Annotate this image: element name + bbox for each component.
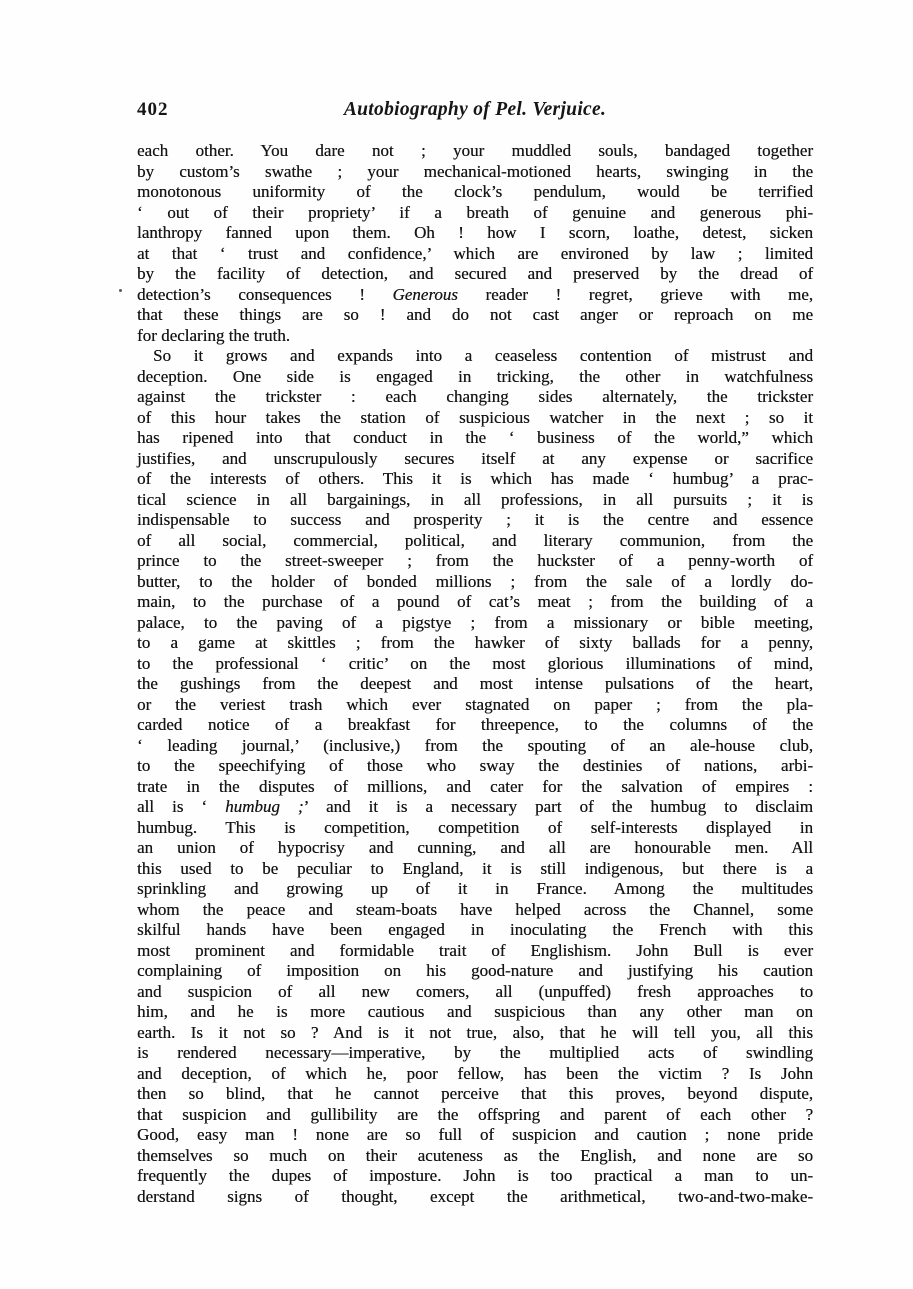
text-line: by the facility of detection, and secured and preserved by the dread of xyxy=(137,264,813,283)
text-line: of the interests of others. This it is which has made ‘ humbug’ a prac- xyxy=(137,469,813,488)
text-line: that suspicion and gullibility are the offspring and parent of each other ? xyxy=(137,1104,813,1124)
text-line: ‘ leading journal,’ (inclusive,) from the spouting of an ale-house club, xyxy=(137,735,813,755)
text-line: to the speechifying of those who sway the destinies of nations, arbi- xyxy=(137,756,813,775)
text-line: prince to the street-sweeper ; from the huckster of a penny-worth of xyxy=(137,551,813,570)
text-line: monotonous uniformity of the clock’s pendulum, would be terrified xyxy=(137,182,813,201)
margin-speck xyxy=(119,289,122,292)
text-line: or the veriest trash which ever stagnated on paper ; from the pla- xyxy=(137,694,813,714)
text-line: for declaring the truth. xyxy=(137,325,290,345)
text-line: and deception, of which he, poor fellow, has been the victim ? Is John xyxy=(137,1063,813,1083)
text-line: is rendered necessary—imperative, by the multiplied acts of swindling xyxy=(137,1043,813,1062)
text-line: lanthropy fanned upon them. Oh ! how I scorn, loathe, detest, sicken xyxy=(137,223,813,242)
text-line: all is ‘ humbug ;’ and it is a necessary part of the humbug to disclaim xyxy=(137,797,813,816)
text-line: Good, easy man ! none are so full of suspicion and caution ; none pride xyxy=(137,1125,813,1144)
text-line: trate in the disputes of millions, and cater for the salvation of empires : xyxy=(137,776,813,796)
text-line: by custom’s swathe ; your mechanical-motioned hearts, swinging in the xyxy=(137,161,813,181)
text-line: has ripened into that conduct in the ‘ business of the world,” which xyxy=(137,428,813,447)
text-line: whom the peace and steam-boats have helped across the Channel, some xyxy=(137,899,813,919)
text-line: then so blind, that he cannot perceive that this proves, beyond dispute, xyxy=(137,1084,813,1103)
text-line: most prominent and formidable trait of Englishism. John Bull is ever xyxy=(137,940,813,960)
text-line: him, and he is more cautious and suspicious than any other man on xyxy=(137,1002,813,1021)
text-line: tical science in all bargainings, in all professions, in all pursuits ; it is xyxy=(137,489,813,509)
text-line: carded notice of a breakfast for threepence, to the columns of the xyxy=(137,715,813,734)
text-line: ‘ out of their propriety’ if a breath of genuine and generous phi- xyxy=(137,202,813,222)
text-line: indispensable to success and prosperity ; it is the centre and essence xyxy=(137,510,813,529)
text-line: deception. One side is engaged in tricking, the other in watchfulness xyxy=(137,366,813,386)
running-title: Autobiography of Pel. Verjuice. xyxy=(343,99,607,120)
text-line: to the professional ‘ critic’ on the most glorious illuminations of mind, xyxy=(137,653,813,673)
text-line: the gushings from the deepest and most intense pulsations of the heart, xyxy=(137,674,813,693)
text-line: main, to the purchase of a pound of cat’s meat ; from the building of a xyxy=(137,592,813,611)
text-line: sprinkling and growing up of it in France. Among the multitudes xyxy=(137,879,813,898)
text-line: each other. You dare not ; your muddled souls, bandaged together xyxy=(137,141,813,160)
body-text xyxy=(137,141,813,1207)
text-line: themselves so much on their acuteness as the English, and none are so xyxy=(137,1145,813,1165)
page-header xyxy=(137,99,813,125)
text-line: skilful hands have been engaged in inoculating the French with this xyxy=(137,920,813,939)
text-line: detection’s consequences ! Generous reader ! regret, grieve with me, xyxy=(137,284,813,304)
text-line: complaining of imposition on his good-nature and justifying his caution xyxy=(137,961,813,980)
text-line: derstand signs of thought, except the arithmetical, two-and-two-make- xyxy=(137,1186,813,1206)
text-line: butter, to the holder of bonded millions ; from the sale of a lordly do- xyxy=(137,571,813,591)
text-line: this used to be peculiar to England, it is still indigenous, but there is a xyxy=(137,858,813,878)
text-line: humbug. This is competition, competition of self-interests displayed in xyxy=(137,817,813,837)
text-line: earth. Is it not so ? And is it not true, also, that he will tell you, all this xyxy=(137,1022,813,1042)
text-line: palace, to the paving of a pigstye ; from a missionary or bible meeting, xyxy=(137,612,813,632)
text-line: an union of hypocrisy and cunning, and all are honourable men. All xyxy=(137,838,813,857)
text-line: against the trickster : each changing sides alternately, the trickster xyxy=(137,387,813,406)
page-number: 402 xyxy=(137,99,169,120)
text-line: to a game at skittles ; from the hawker of sixty ballads for a penny, xyxy=(137,633,813,652)
text-line: justifies, and unscrupulously secures itself at any expense or sacrifice xyxy=(137,448,813,468)
text-line: of all social, commercial, political, and literary communion, from the xyxy=(137,530,813,550)
text-line: that these things are so ! and do not cast anger or reproach on me xyxy=(137,305,813,324)
text-line: frequently the dupes of imposture. John is too practical a man to un- xyxy=(137,1166,813,1185)
text-line: at that ‘ trust and confidence,’ which are environed by law ; limited xyxy=(137,243,813,263)
text-line: of this hour takes the station of suspicious watcher in the next ; so it xyxy=(137,407,813,427)
text-line: and suspicion of all new comers, all (unpuffed) fresh approaches to xyxy=(137,981,813,1001)
text-line: So it grows and expands into a ceaseless contention of mistrust and xyxy=(153,346,813,365)
